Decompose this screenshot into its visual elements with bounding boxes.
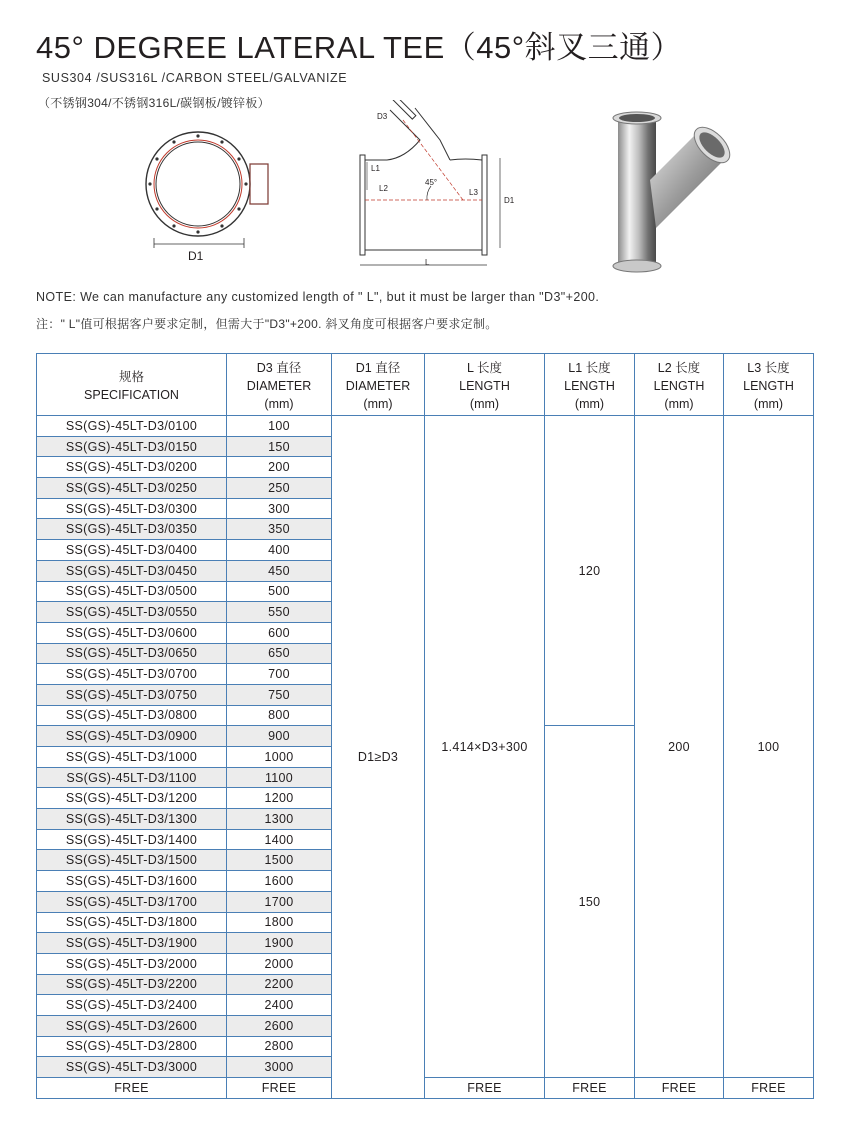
- d3-cell: 1300: [227, 809, 332, 830]
- d3-cell: 350: [227, 519, 332, 540]
- table-header-row: [37, 354, 814, 416]
- d1-dimension-label: D1: [188, 249, 204, 263]
- spec-cell: SS(GS)-45LT-D3/1300: [37, 809, 227, 830]
- spec-cell: SS(GS)-45LT-D3/0150: [37, 436, 227, 457]
- spec-cell: SS(GS)-45LT-D3/2600: [37, 1015, 227, 1036]
- d3-cell: 1400: [227, 829, 332, 850]
- l-cell: 1.414×D3+300: [425, 416, 545, 1078]
- l1-cell-a: 120: [545, 416, 635, 726]
- spec-cell: SS(GS)-45LT-D3/1900: [37, 933, 227, 954]
- d3-cell: 300: [227, 498, 332, 519]
- d3-cell: 100: [227, 416, 332, 437]
- d3-cell: 600: [227, 622, 332, 643]
- d3-cell: 500: [227, 581, 332, 602]
- spec-cell: SS(GS)-45LT-D3/0450: [37, 560, 227, 581]
- d3-cell: 2000: [227, 953, 332, 974]
- d3-cell: 450: [227, 560, 332, 581]
- spec-cell: SS(GS)-45LT-D3/0600: [37, 622, 227, 643]
- spec-cell: SS(GS)-45LT-D3/0100: [37, 416, 227, 437]
- d3-cell: 200: [227, 457, 332, 478]
- l2-dimension-label: L2: [379, 184, 388, 193]
- d3-cell: 550: [227, 602, 332, 623]
- spec-cell: SS(GS)-45LT-D3/2000: [37, 953, 227, 974]
- spec-cell: SS(GS)-45LT-D3/2200: [37, 974, 227, 995]
- d1-cell: D1≥D3: [332, 416, 425, 1099]
- angle-label: 45°: [425, 178, 438, 187]
- d3-cell: 1600: [227, 871, 332, 892]
- d3-cell: 650: [227, 643, 332, 664]
- free-l-cell: FREE: [425, 1078, 545, 1099]
- spec-cell: SS(GS)-45LT-D3/2400: [37, 995, 227, 1016]
- d3-cell: 1100: [227, 767, 332, 788]
- d3-cell: 1500: [227, 850, 332, 871]
- d3-cell: 2200: [227, 974, 332, 995]
- spec-cell: SS(GS)-45LT-D3/0550: [37, 602, 227, 623]
- header-l2-length: L2 长度 LENGTH (mm): [635, 354, 724, 416]
- spec-cell: SS(GS)-45LT-D3/3000: [37, 1057, 227, 1078]
- free-d3-cell: FREE: [227, 1078, 332, 1099]
- free-spec-cell: FREE: [37, 1078, 227, 1099]
- l3-dimension-label: L3: [469, 188, 478, 197]
- l1-cell-b: 150: [545, 726, 635, 1078]
- d3-cell: 800: [227, 705, 332, 726]
- d3-cell: 150: [227, 436, 332, 457]
- d1-side-dimension-label: D1: [504, 196, 515, 205]
- d3-cell: 2800: [227, 1036, 332, 1057]
- l-dimension-label: L: [425, 258, 430, 267]
- header-l1-length: L1 长度 LENGTH (mm): [545, 354, 635, 416]
- d3-cell: 1900: [227, 933, 332, 954]
- lateral-tee-product-photo: [598, 110, 748, 275]
- header-l3-length: L3 长度 LENGTH (mm): [724, 354, 814, 416]
- d3-cell: 1700: [227, 891, 332, 912]
- free-l3-cell: FREE: [724, 1078, 814, 1099]
- spec-cell: SS(GS)-45LT-D3/0800: [37, 705, 227, 726]
- page-title: 45° DEGREE LATERAL TEE（45°斜叉三通）: [36, 30, 683, 65]
- d3-cell: 700: [227, 664, 332, 685]
- spec-cell: SS(GS)-45LT-D3/1000: [37, 747, 227, 768]
- l2-cell: 200: [635, 416, 724, 1078]
- specification-table: [36, 353, 814, 1099]
- note-english: NOTE: We can manufacture any customized length of " L", but it must be larger than "D3"+200.: [36, 290, 600, 304]
- header-d3-diameter: D3 直径 DIAMETER (mm): [227, 354, 332, 416]
- spec-cell: SS(GS)-45LT-D3/1700: [37, 891, 227, 912]
- d3-cell: 3000: [227, 1057, 332, 1078]
- l1-dimension-label: L1: [371, 164, 380, 173]
- spec-cell: SS(GS)-45LT-D3/0400: [37, 540, 227, 561]
- spec-cell: SS(GS)-45LT-D3/1100: [37, 767, 227, 788]
- spec-cell: SS(GS)-45LT-D3/0900: [37, 726, 227, 747]
- header-d1-diameter: D1 直径 DIAMETER (mm): [332, 354, 425, 416]
- d3-cell: 1200: [227, 788, 332, 809]
- materials-english: SUS304 /SUS316L /CARBON STEEL/GALVANIZE: [42, 71, 348, 85]
- header-l-length: L 长度 LENGTH (mm): [425, 354, 545, 416]
- spec-cell: SS(GS)-45LT-D3/0350: [37, 519, 227, 540]
- d3-cell: 2600: [227, 1015, 332, 1036]
- header-specification: 规格 SPECIFICATION: [37, 354, 227, 416]
- spec-cell: SS(GS)-45LT-D3/1200: [37, 788, 227, 809]
- spec-cell: SS(GS)-45LT-D3/1800: [37, 912, 227, 933]
- d3-cell: 250: [227, 478, 332, 499]
- table-row: [37, 416, 814, 437]
- d3-cell: 900: [227, 726, 332, 747]
- note-chinese: 注：" L"值可根据客户要求定制，但需大于"D3"+200. 斜叉角度可根据客户要求定制。: [36, 317, 498, 331]
- spec-cell: SS(GS)-45LT-D3/0300: [37, 498, 227, 519]
- spec-cell: SS(GS)-45LT-D3/1400: [37, 829, 227, 850]
- spec-cell: SS(GS)-45LT-D3/0250: [37, 478, 227, 499]
- d3-dimension-label: D3: [377, 112, 388, 121]
- d3-cell: 400: [227, 540, 332, 561]
- free-l2-cell: FREE: [635, 1078, 724, 1099]
- free-l1-cell: FREE: [545, 1078, 635, 1099]
- l3-cell: 100: [724, 416, 814, 1078]
- materials-chinese: （不锈钢304/不锈钢316L/碳钢板/镀锌板）: [38, 96, 270, 110]
- spec-cell: SS(GS)-45LT-D3/1600: [37, 871, 227, 892]
- spec-cell: SS(GS)-45LT-D3/0650: [37, 643, 227, 664]
- spec-cell: SS(GS)-45LT-D3/0200: [37, 457, 227, 478]
- spec-cell: SS(GS)-45LT-D3/2800: [37, 1036, 227, 1057]
- spec-cell: SS(GS)-45LT-D3/0750: [37, 684, 227, 705]
- spec-cell: SS(GS)-45LT-D3/0700: [37, 664, 227, 685]
- d3-cell: 2400: [227, 995, 332, 1016]
- d3-cell: 1800: [227, 912, 332, 933]
- table-row-free: [37, 1078, 814, 1099]
- spec-cell: SS(GS)-45LT-D3/1500: [37, 850, 227, 871]
- lateral-tee-elevation-drawing: [345, 100, 525, 275]
- spec-cell: SS(GS)-45LT-D3/0500: [37, 581, 227, 602]
- d3-cell: 750: [227, 684, 332, 705]
- d3-cell: 1000: [227, 747, 332, 768]
- flange-end-view-drawing: [140, 128, 280, 268]
